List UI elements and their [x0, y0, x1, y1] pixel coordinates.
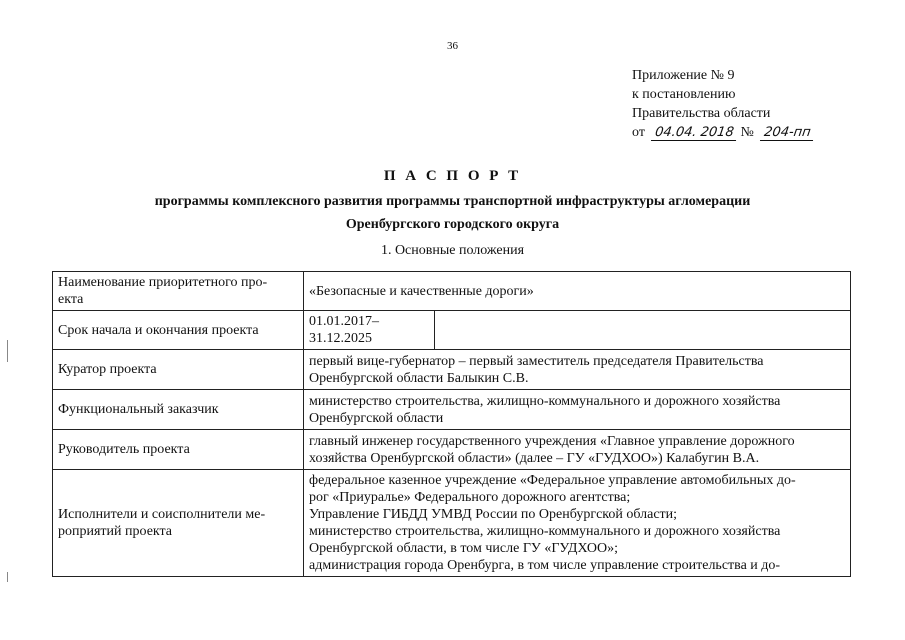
appendix-line-2: к постановлению: [632, 87, 736, 102]
row-value-project-term: 01.01.2017– 31.12.2025: [304, 311, 435, 350]
table-row: [53, 430, 851, 470]
scan-edge-mark: [7, 572, 8, 582]
appendix-number-sign: №: [740, 125, 754, 140]
row-label-project-head: Руководитель проекта: [53, 430, 304, 470]
table-row: [53, 390, 851, 430]
subtitle-line-2: Оренбургского городского округа: [345, 217, 560, 232]
row-value-project-name: «Безопасные и качественные дороги»: [304, 272, 851, 311]
subtitle-line-1: программы комплексного развития программы транспортной инфраструктуры агломерации: [154, 194, 751, 209]
row-value-project-head: главный инженер государственного учреждения «Главное управление дорожного хозяйства Оренбургской области» (далее – ГУ «ГУДХОО») Калабугин В.А.: [304, 430, 851, 470]
section-heading: 1. Основные положения: [380, 243, 525, 258]
passport-table: [52, 271, 851, 577]
scan-edge-mark: [7, 340, 8, 362]
row-label-functional-customer: Функциональный заказчик: [53, 390, 304, 430]
row-label-executors: Исполнители и соисполнители ме- роприятий проекта: [53, 470, 304, 577]
table-row: [53, 311, 851, 350]
table-row: [53, 470, 851, 577]
appendix-block: [632, 66, 814, 142]
document-subtitle: [0, 190, 905, 236]
handwritten-number: 204-пп: [760, 126, 815, 141]
row-value-executors: федеральное казенное учреждение «Федеральное управление автомобильных до- рог «Приуралье» Федерального дорожного агентства; Управление ГИБДД УМВД России по Оренбургской области; министерство строительства, жилищно-коммунального и дорожного хозяйства Оренбургской области, в том числе ГУ «ГУДХОО»; администрация города Оренбурга, в том числе управление строительства и до-: [304, 470, 851, 577]
row-value-project-term-empty: [435, 311, 851, 350]
table-row: [53, 350, 851, 390]
page-number: 36: [447, 40, 458, 52]
document-title: П А С П О Р Т: [383, 168, 522, 184]
row-label-project-name: Наименование приоритетного про- екта: [53, 272, 304, 311]
appendix-line-3: Правительства области: [632, 106, 771, 121]
appendix-line-1: Приложение № 9: [632, 68, 735, 83]
appendix-from-prefix: от: [632, 125, 645, 140]
handwritten-date: 04.04. 2018: [651, 126, 738, 141]
row-value-curator: первый вице-губернатор – первый заместитель председателя Правительства Оренбургской области Балыкин С.В.: [304, 350, 851, 390]
appendix-date-line: [632, 123, 814, 142]
row-label-project-term: Срок начала и окончания проекта: [53, 311, 304, 350]
row-label-curator: Куратор проекта: [53, 350, 304, 390]
table-row: [53, 272, 851, 311]
row-value-functional-customer: министерство строительства, жилищно-коммунального и дорожного хозяйства Оренбургской области: [304, 390, 851, 430]
